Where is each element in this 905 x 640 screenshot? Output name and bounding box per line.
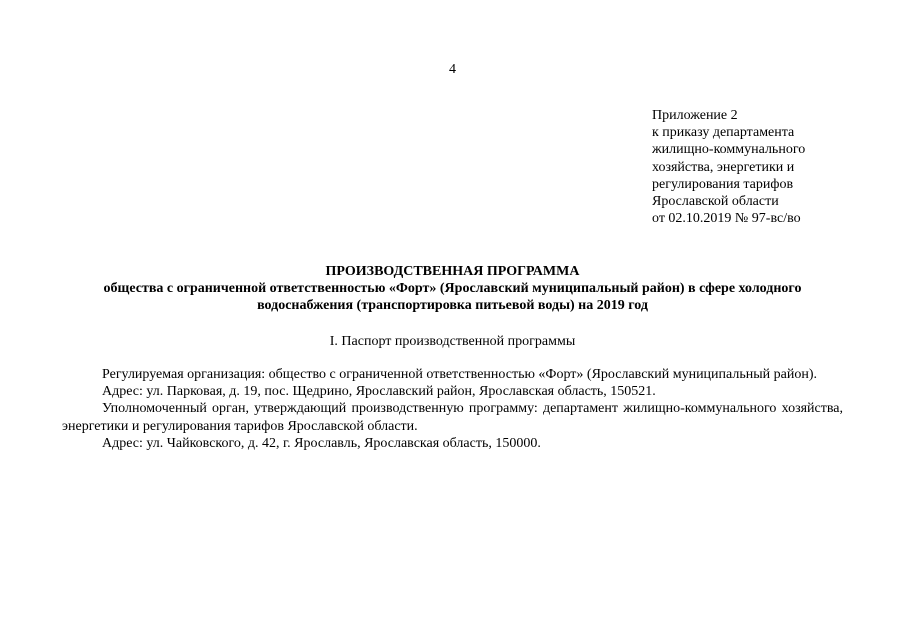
appendix-line: хозяйства, энергетики и [652, 159, 795, 175]
appendix-line: Приложение 2 [652, 108, 738, 123]
document-title [55, 263, 850, 314]
title-line: общества с ограниченной ответственностью «Форт» (Ярославский муниципальный район) в сфере холодного [103, 281, 802, 296]
paragraph-organization: Регулируемая организация: общество с ограниченной ответственностью «Форт» (Ярославский муниципальный район). [102, 367, 817, 382]
paragraph-organization-address: Адрес: ул. Парковая, д. 19, пос. Щедрино, Ярославский район, Ярославская область, 150521. [102, 384, 656, 400]
title-line: водоснабжения (транспортировка питьевой воды) на 2019 год [257, 298, 648, 313]
paragraph-authority: Уполномоченный орган, утверждающий производственную программу: департамент жилищно-коммунального хозяйства, энергетики и регулирования тарифов Ярославской области. [62, 401, 843, 434]
section-heading: I. Паспорт производственной программы [329, 334, 576, 349]
appendix-line: регулирования тарифов [652, 176, 794, 192]
paragraph-authority-address: Адрес: ул. Чайковского, д. 42, г. Ярославль, Ярославская область, 150000. [102, 435, 541, 451]
appendix-line: Ярославской области [652, 194, 779, 210]
appendix-line: к приказу департамента [652, 125, 795, 141]
appendix-line: от 02.10.2019 № 97-вс/во [652, 211, 801, 227]
body-text [62, 366, 843, 452]
appendix-block [652, 107, 892, 227]
title-heading: ПРОИЗВОДСТВЕННАЯ ПРОГРАММА [325, 264, 580, 279]
page-number: 4 [449, 62, 456, 77]
appendix-line: жилищно-коммунального [652, 142, 806, 158]
